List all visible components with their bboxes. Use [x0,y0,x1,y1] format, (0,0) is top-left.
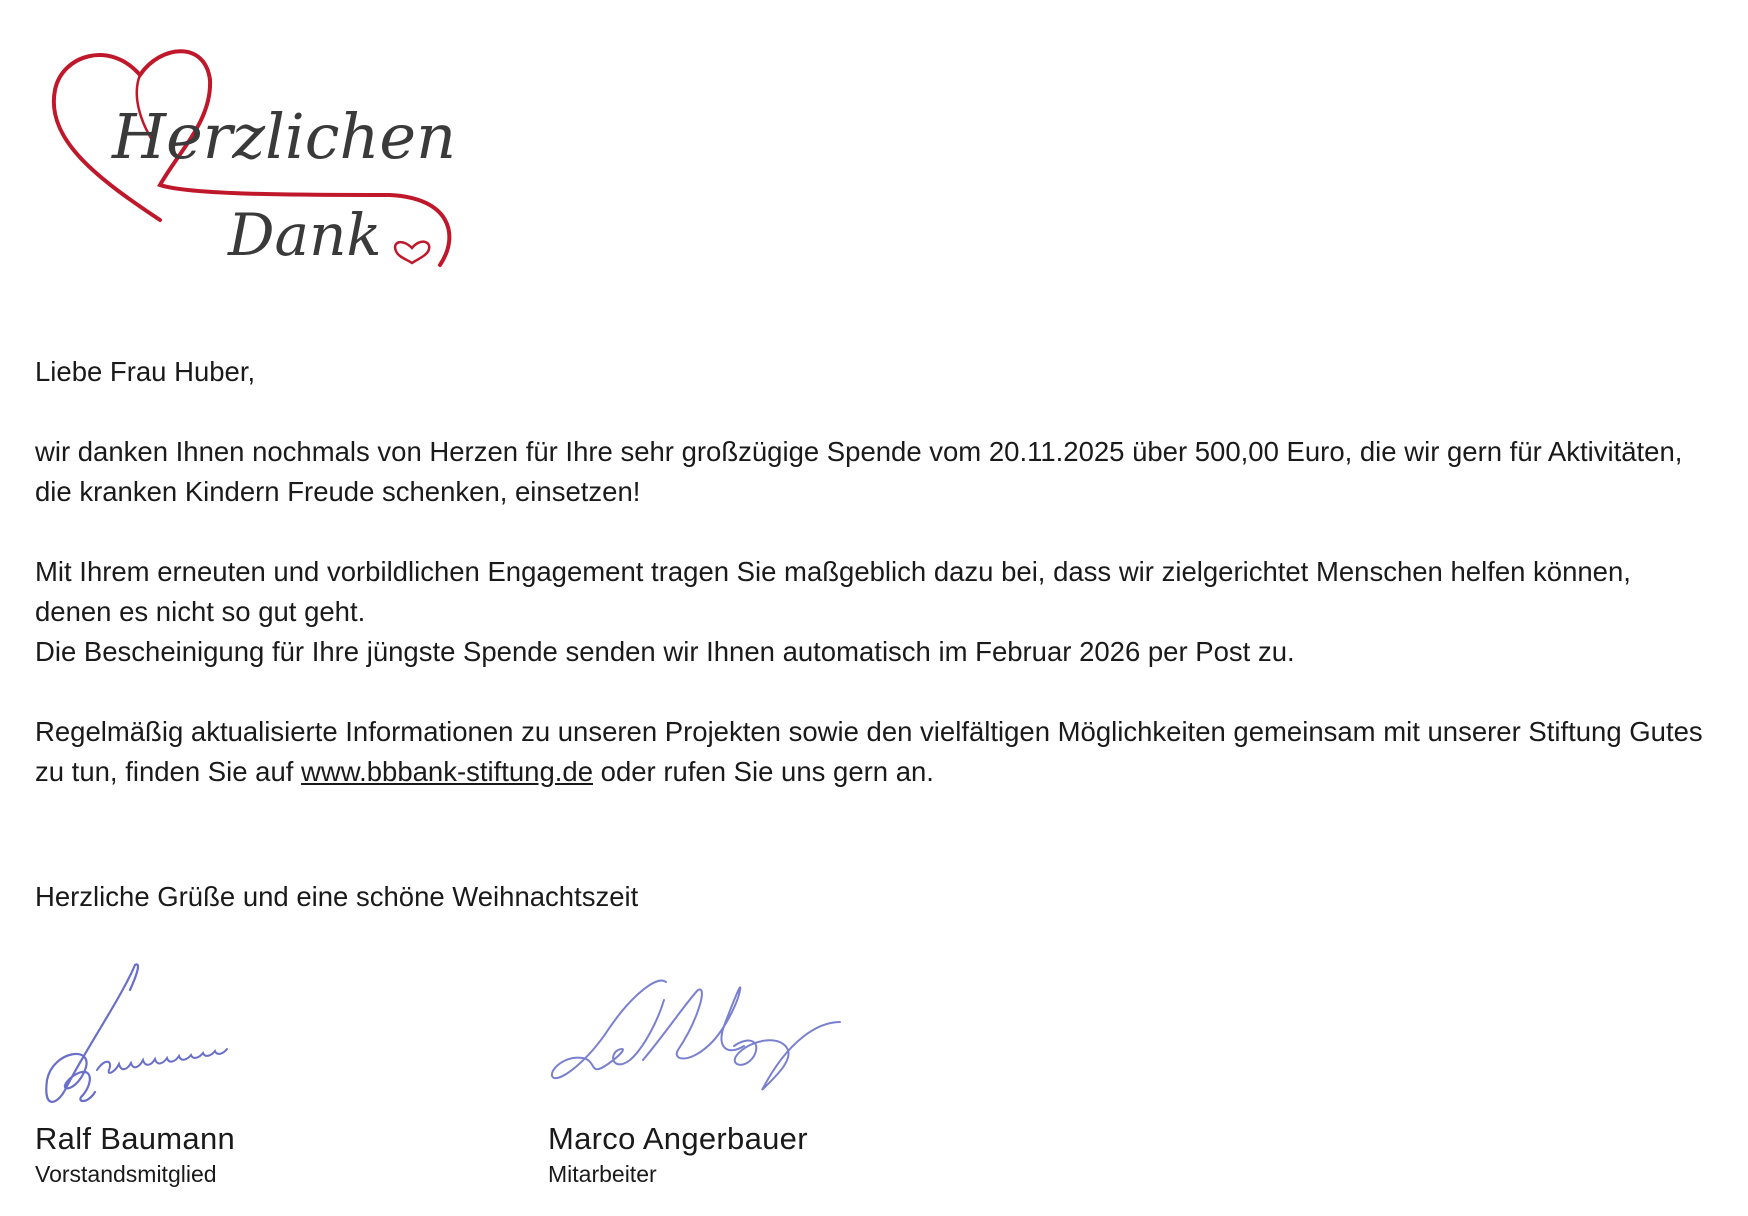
website-link[interactable]: www.bbbank-stiftung.de [301,756,594,787]
herzlichen-dank-logo [40,30,480,280]
signer-role: Mitarbeiter [548,1161,657,1187]
paragraph-engagement-line1: Mit Ihrem erneuten und vorbildlichen Engagement tragen Sie maßgeblich dazu bei, dass wir zielgerichtet Menschen helfen können, denen es nicht so gut geht. [35,556,1631,627]
signer-name: Ralf Baumann [35,1121,236,1156]
paragraph-information [35,712,1715,792]
signature-block-baumann [35,960,455,1187]
heart-logo-graphic [40,30,480,280]
logo-line2: Dank [228,201,382,269]
paragraph-engagement-line2: Die Bescheinigung für Ihre jüngste Spende senden wir Ihnen automatisch im Februar 2026 per Post zu. [35,636,1295,667]
signer-role: Vorstandsmitglied [35,1161,217,1187]
paragraph-thanks: wir danken Ihnen nochmals von Herzen für Ihre sehr großzügige Spende vom 20.11.2025 über 500,00 Euro, die wir gern für Aktivitäten, die kranken Kindern Freude schenken, einsetzen! [35,436,1683,507]
paragraph-engagement [35,552,1715,672]
handwritten-signature-angerbauer [548,960,848,1120]
closing-line: Herzliche Grüße und eine schöne Weihnachtszeit [35,881,639,912]
handwritten-signature-baumann [35,960,335,1120]
logo-line1: Herzlichen [112,100,456,173]
paragraph-information-text-after: oder rufen Sie uns gern an. [593,756,934,787]
paragraph-information-text-before: Regelmäßig aktualisierte Informationen zu unseren Projekten sowie den vielfältigen Möglichkeiten gemeinsam mit unserer Stiftung Gutes zu tun, finden Sie auf [35,716,1703,787]
signer-name: Marco Angerbauer [548,1121,808,1156]
signature-block-angerbauer [548,960,968,1187]
salutation: Liebe Frau Huber, [35,356,256,387]
letter-body [35,352,1715,792]
